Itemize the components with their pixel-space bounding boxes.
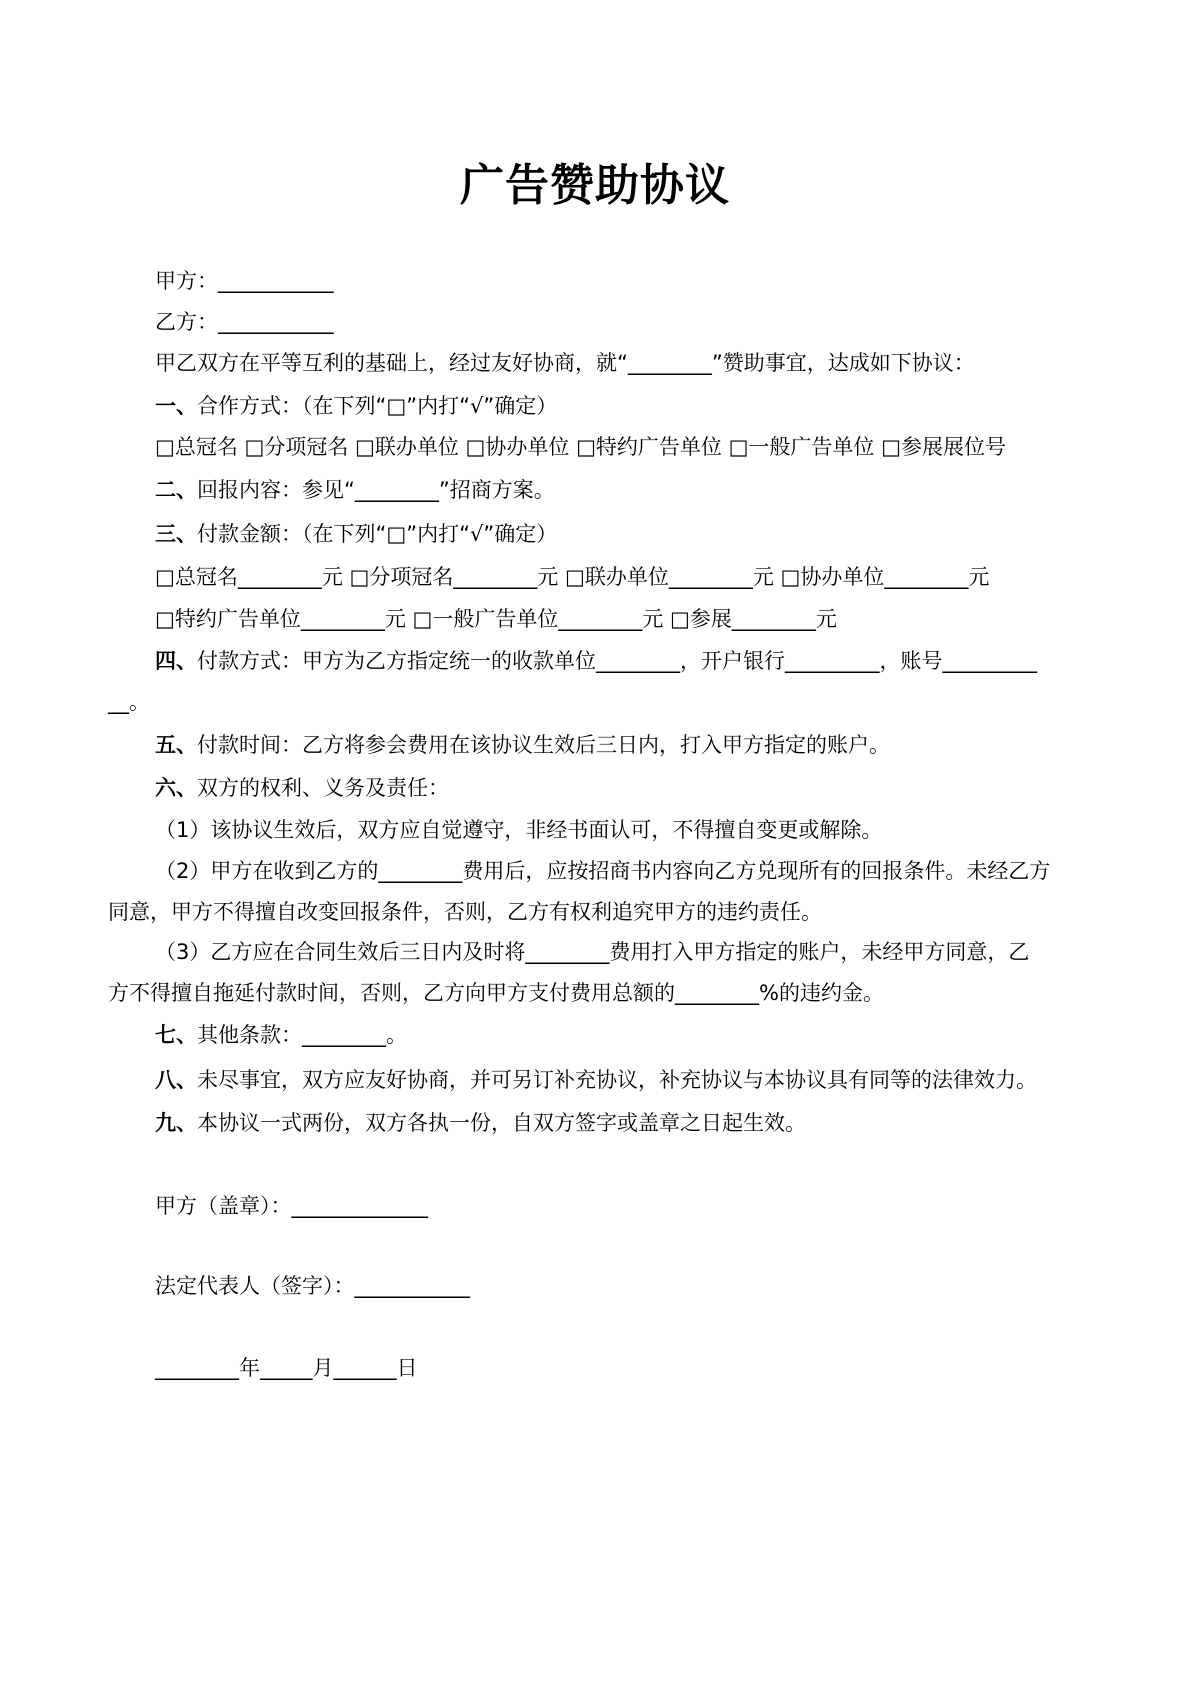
section-5-text: 付款时间：乙方将参会费用在该协议生效后三日内，打入甲方指定的账户。 — [197, 733, 890, 757]
section-3 — [155, 519, 557, 549]
section-6-item-3-line-2: 方不得擅自拖延付款时间，否则，乙方向甲方支付费用总额的________%的违约金。 — [108, 981, 884, 1005]
section-1-options: □总冠名 □分项冠名 □联办单位 □协办单位 □特约广告单位 □一般广告单位 □参展展位号 — [155, 435, 1006, 459]
section-6-item-1: （1）该协议生效后，双方应自觉遵守，非经书面认可，不得擅自变更或解除。 — [155, 818, 883, 842]
section-3-number: 三、 — [155, 522, 197, 546]
section-6-item-2-line-1: （2）甲方在收到乙方的________费用后，应按招商书内容向乙方兑现所有的回报条件。未经乙方 — [155, 859, 1051, 883]
section-6 — [155, 773, 449, 803]
page-title: 广告赞助协议 — [460, 160, 730, 211]
section-3-amounts-line-1: □总冠名________元 □分项冠名________元 □联办单位________元 □协办单位________元 — [155, 565, 990, 589]
section-6-item-3-line-1: （3）乙方应在合同生效后三日内及时将________费用打入甲方指定的账户，未经甲方同意，乙 — [155, 940, 1030, 964]
section-1-text: 合作方式：（在下列“□”内打“√”确定） — [197, 394, 558, 418]
section-4-number: 四、 — [155, 649, 197, 673]
section-2-text: 回报内容：参见“________”招商方案。 — [197, 478, 555, 502]
section-3-amounts-line-2: □特约广告单位________元 □一般广告单位________元 □参展________元 — [155, 607, 837, 631]
section-7-number: 七、 — [155, 1023, 197, 1047]
section-8-text: 未尽事宜，双方应友好协商，并可另订补充协议，补充协议与本协议具有同等的法律效力。 — [197, 1068, 1037, 1092]
section-6-number: 六、 — [155, 776, 197, 800]
section-6-text: 双方的权利、义务及责任： — [197, 776, 449, 800]
section-2-number: 二、 — [155, 478, 197, 502]
section-1-number: 一、 — [155, 394, 197, 418]
section-9-number: 九、 — [155, 1111, 197, 1135]
signature-date: ________年_____月______日 — [155, 1356, 418, 1380]
section-5-number: 五、 — [155, 733, 197, 757]
section-6-item-2-line-2: 同意，甲方不得擅自改变回报条件，否则，乙方有权利追究甲方的违约责任。 — [108, 900, 822, 924]
section-5 — [155, 730, 890, 760]
section-1 — [155, 391, 557, 421]
section-9-text: 本协议一式两份，双方各执一份，自双方签字或盖章之日起生效。 — [197, 1111, 806, 1135]
signature-legal-representative: 法定代表人（签字）：___________ — [155, 1274, 470, 1298]
section-3-text: 付款金额：（在下列“□”内打“√”确定） — [197, 522, 558, 546]
section-8 — [155, 1065, 1037, 1095]
section-9 — [155, 1108, 806, 1138]
section-2 — [155, 475, 555, 505]
section-4 — [155, 646, 1037, 676]
intro-paragraph: 甲乙双方在平等互利的基础上，经过友好协商，就“________”赞助事宜，达成如下协议： — [155, 351, 975, 375]
party-a-line: 甲方：___________ — [155, 269, 334, 293]
section-7-text: 其他条款：________。 — [197, 1023, 407, 1047]
section-7 — [155, 1020, 407, 1050]
section-4-text: 付款方式：甲方为乙方指定统一的收款单位________，开户银行_________，账号_________ — [197, 649, 1037, 673]
signature-party-a: 甲方（盖章）：_____________ — [155, 1194, 428, 1218]
party-b-line: 乙方：___________ — [155, 310, 334, 334]
section-8-number: 八、 — [155, 1068, 197, 1092]
section-4-continuation: __。 — [108, 690, 150, 714]
